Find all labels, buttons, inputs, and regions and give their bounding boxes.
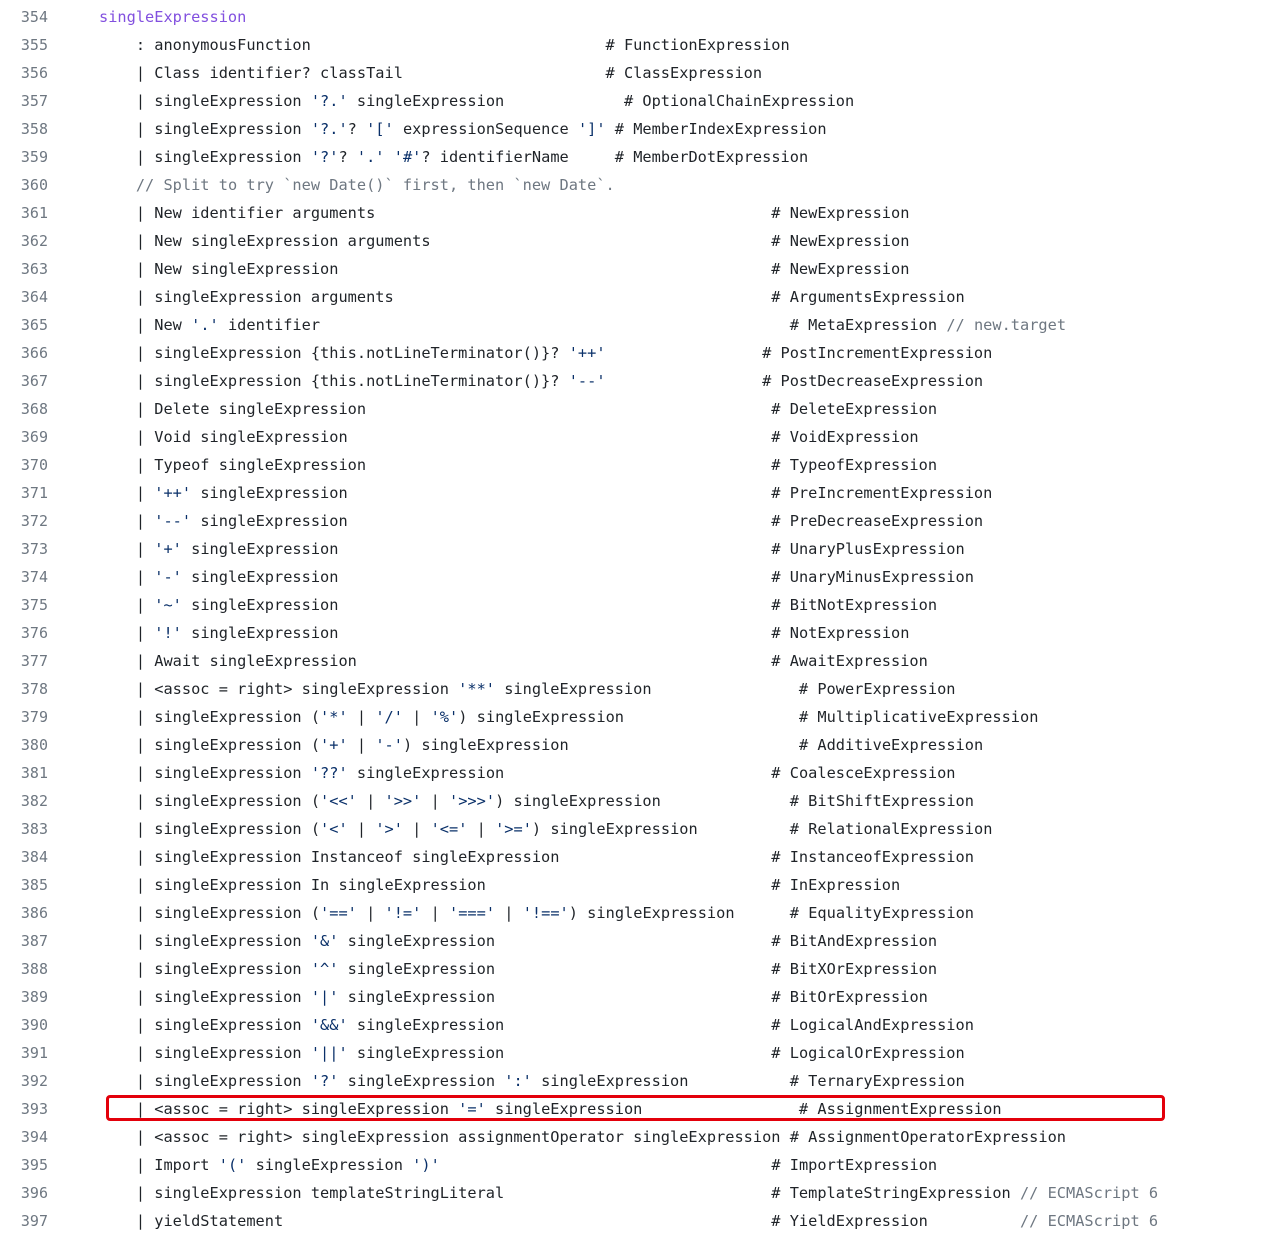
code-token: |	[99, 596, 155, 614]
string-token: '/'	[375, 708, 403, 726]
line-number[interactable]: 358	[20, 120, 48, 138]
code-token: singleExpression # PreIncrementExpression	[191, 484, 993, 502]
code-line-387	[0, 927, 1269, 955]
code-token: | singleExpression	[99, 1072, 311, 1090]
code-text	[99, 1207, 1158, 1235]
code-text	[99, 451, 937, 479]
code-text	[99, 115, 827, 143]
line-number[interactable]: 363	[20, 260, 48, 278]
code-token: | New	[99, 316, 192, 334]
string-token: '?'	[310, 148, 339, 166]
code-line-359	[0, 143, 1269, 171]
code-text	[99, 675, 956, 703]
code-token: singleExpression # CoalesceExpression	[347, 764, 956, 782]
line-number[interactable]: 387	[20, 932, 48, 950]
code-token: |	[99, 512, 155, 530]
code-line-354	[0, 3, 1269, 31]
code-token: singleExpression	[338, 1072, 505, 1090]
code-line-397	[0, 1207, 1269, 1235]
code-line-390	[0, 1011, 1269, 1039]
code-token: |	[347, 708, 376, 726]
line-number[interactable]: 390	[20, 1016, 48, 1034]
line-number[interactable]: 374	[20, 568, 48, 586]
string-token: '??'	[310, 764, 348, 782]
code-text	[99, 31, 790, 59]
string-token: '&'	[310, 932, 339, 950]
code-line-370	[0, 451, 1269, 479]
code-text	[99, 339, 992, 367]
code-token: | singleExpression (	[99, 904, 321, 922]
code-token: |	[99, 568, 155, 586]
code-token: singleExpression # PowerExpression	[495, 680, 956, 698]
code-text	[99, 1039, 965, 1067]
code-line-389	[0, 983, 1269, 1011]
code-token: singleExpression # UnaryPlusExpression	[181, 540, 965, 558]
code-view	[0, 3, 1269, 1235]
line-number[interactable]: 376	[20, 624, 48, 642]
line-number[interactable]: 370	[20, 456, 48, 474]
code-line-362	[0, 227, 1269, 255]
string-token: '~'	[154, 596, 182, 614]
code-token: | singleExpression In singleExpression # InExpression	[99, 876, 901, 894]
code-text	[99, 899, 974, 927]
code-token: | singleExpression (	[99, 792, 321, 810]
code-line-374	[0, 563, 1269, 591]
line-number[interactable]: 355	[20, 36, 48, 54]
code-line-366	[0, 339, 1269, 367]
code-token: |	[467, 820, 496, 838]
code-token: singleExpression # OptionalChainExpression	[347, 92, 855, 110]
line-number[interactable]: 368	[20, 400, 48, 418]
code-line-385	[0, 871, 1269, 899]
code-line-356	[0, 59, 1269, 87]
code-token: | <assoc = right> singleExpression	[99, 1100, 459, 1118]
code-token: : anonymousFunction # FunctionExpression	[99, 36, 790, 54]
highlight-box-line-393	[106, 1095, 1165, 1121]
line-number[interactable]: 378	[20, 680, 48, 698]
string-token: '>'	[375, 820, 403, 838]
code-token: | yieldStatement # YieldExpression	[99, 1212, 1020, 1230]
code-line-391	[0, 1039, 1269, 1067]
code-token: | Delete singleExpression # DeleteExpression	[99, 400, 938, 418]
code-token: | singleExpression Instanceof singleExpression # InstanceofExpression	[99, 848, 974, 866]
line-number[interactable]: 356	[20, 64, 48, 82]
code-token: # MemberIndexExpression	[605, 120, 827, 138]
code-token: |	[99, 624, 155, 642]
code-token: | singleExpression	[99, 988, 311, 1006]
code-text	[99, 143, 808, 171]
line-number[interactable]: 392	[20, 1072, 48, 1090]
string-token: '?.'	[310, 120, 348, 138]
line-number[interactable]: 375	[20, 596, 48, 614]
string-token: '++'	[154, 484, 192, 502]
string-token: '>>'	[384, 792, 422, 810]
line-number[interactable]: 371	[20, 484, 48, 502]
code-text	[99, 171, 615, 199]
code-line-363	[0, 255, 1269, 283]
code-text	[99, 255, 909, 283]
code-token: | New singleExpression # NewExpression	[99, 260, 910, 278]
line-number[interactable]: 372	[20, 512, 48, 530]
line-number[interactable]: 397	[20, 1212, 48, 1230]
line-number[interactable]: 360	[20, 176, 48, 194]
code-line-392	[0, 1067, 1269, 1095]
code-token: | singleExpression {this.notLineTerminator()}?	[99, 372, 569, 390]
code-token: | singleExpression	[99, 1016, 311, 1034]
line-number[interactable]: 385	[20, 876, 48, 894]
line-number[interactable]: 369	[20, 428, 48, 446]
line-number[interactable]: 359	[20, 148, 48, 166]
string-token: '['	[366, 120, 394, 138]
string-token: '^'	[310, 960, 339, 978]
comment-token: // ECMAScript 6	[1019, 1212, 1159, 1230]
string-token: '<='	[430, 820, 468, 838]
code-token: |	[99, 540, 155, 558]
code-line-396	[0, 1179, 1269, 1207]
string-token: '='	[458, 1100, 486, 1118]
code-token: singleExpression # BitNotExpression	[181, 596, 938, 614]
code-token: | <assoc = right> singleExpression assignmentOperator singleExpression # AssignmentOperatorExpression	[99, 1128, 1066, 1146]
code-token: | Await singleExpression # AwaitExpression	[99, 652, 928, 670]
code-token: | New identifier arguments # NewExpression	[99, 204, 910, 222]
code-token: | singleExpression	[99, 148, 311, 166]
code-line-381	[0, 759, 1269, 787]
string-token: '-'	[375, 736, 403, 754]
string-token: ')'	[412, 1156, 440, 1174]
code-line-395	[0, 1151, 1269, 1179]
code-text	[99, 1151, 937, 1179]
string-token: '||'	[310, 1044, 348, 1062]
comment-token: // new.target	[946, 316, 1067, 334]
code-token: ) singleExpression # EqualityExpression	[568, 904, 974, 922]
code-token: singleExpression # AssignmentExpression	[485, 1100, 1002, 1118]
line-number[interactable]: 366	[20, 344, 48, 362]
code-token: | Void singleExpression # VoidExpression	[99, 428, 919, 446]
code-token	[99, 176, 136, 194]
code-token: | Typeof singleExpression # TypeofExpression	[99, 456, 938, 474]
comment-token: // Split to try `new Date()` first, then `new Date`.	[135, 176, 615, 194]
code-text	[99, 703, 1038, 731]
code-token	[385, 148, 394, 166]
code-token: ? identifierName # MemberDotExpression	[421, 148, 809, 166]
code-token: | singleExpression	[99, 92, 311, 110]
rule-name-token: singleExpression	[99, 8, 247, 26]
code-text	[99, 311, 1066, 339]
line-number[interactable]: 382	[20, 792, 48, 810]
code-token: | singleExpression (	[99, 708, 321, 726]
code-text	[99, 647, 928, 675]
string-token: '?.'	[310, 92, 348, 110]
code-line-360	[0, 171, 1269, 199]
code-token: singleExpression # TernaryExpression	[531, 1072, 965, 1090]
string-token: '('	[218, 1156, 247, 1174]
string-token: '+'	[154, 540, 182, 558]
code-text	[99, 1067, 965, 1095]
code-token: ?	[347, 120, 367, 138]
code-line-376	[0, 619, 1269, 647]
code-line-364	[0, 283, 1269, 311]
code-line-383	[0, 815, 1269, 843]
code-line-355	[0, 31, 1269, 59]
string-token: '<'	[320, 820, 348, 838]
code-token: singleExpression # UnaryMinusExpression	[181, 568, 974, 586]
line-number[interactable]: 388	[20, 960, 48, 978]
line-number[interactable]: 391	[20, 1044, 48, 1062]
code-token: singleExpression # NotExpression	[181, 624, 910, 642]
string-token: '!=='	[522, 904, 569, 922]
code-text	[99, 843, 974, 871]
line-number[interactable]: 362	[20, 232, 48, 250]
code-line-369	[0, 423, 1269, 451]
code-token: singleExpression # BitOrExpression	[338, 988, 928, 1006]
string-token: '>='	[495, 820, 532, 838]
code-token: | singleExpression templateStringLiteral # TemplateStringExpression	[99, 1184, 1020, 1202]
code-token: singleExpression # BitXOrExpression	[338, 960, 938, 978]
comment-token: // ECMAScript 6	[1019, 1184, 1159, 1202]
code-line-365	[0, 311, 1269, 339]
code-text	[99, 479, 992, 507]
code-text	[99, 423, 919, 451]
code-text	[99, 927, 937, 955]
code-text	[99, 227, 909, 255]
code-token: | singleExpression	[99, 960, 311, 978]
code-line-368	[0, 395, 1269, 423]
code-token: | New singleExpression arguments # NewExpression	[99, 232, 910, 250]
code-line-386	[0, 899, 1269, 927]
code-token: | singleExpression	[99, 120, 311, 138]
code-line-375	[0, 591, 1269, 619]
code-token: | Class identifier? classTail # ClassExpression	[99, 64, 763, 82]
code-token: identifier # MetaExpression	[218, 316, 947, 334]
code-line-382	[0, 787, 1269, 815]
string-token: '=='	[320, 904, 357, 922]
code-text	[99, 871, 900, 899]
code-line-367	[0, 367, 1269, 395]
code-line-384	[0, 843, 1269, 871]
code-token: |	[99, 484, 155, 502]
code-token: |	[402, 820, 431, 838]
code-text	[99, 87, 854, 115]
code-text	[99, 535, 965, 563]
code-text	[99, 395, 937, 423]
code-token: |	[495, 904, 523, 922]
code-token: ) singleExpression # BitShiftExpression	[495, 792, 974, 810]
line-number[interactable]: 377	[20, 652, 48, 670]
code-token: |	[421, 904, 449, 922]
code-token: singleExpression # BitAndExpression	[338, 932, 938, 950]
code-text	[99, 815, 992, 843]
line-number[interactable]: 380	[20, 736, 48, 754]
code-text	[99, 955, 937, 983]
code-text	[99, 619, 909, 647]
string-token: '<<'	[320, 792, 357, 810]
string-token: '--'	[568, 372, 606, 390]
code-token: | singleExpression	[99, 1044, 311, 1062]
line-number[interactable]: 365	[20, 316, 48, 334]
code-text	[99, 591, 937, 619]
code-token: | singleExpression arguments # ArgumentsExpression	[99, 288, 965, 306]
code-line-377	[0, 647, 1269, 675]
line-number[interactable]: 396	[20, 1184, 48, 1202]
code-text	[99, 1179, 1158, 1207]
code-token: ?	[338, 148, 357, 166]
line-number[interactable]: 354	[20, 8, 48, 26]
code-token: |	[347, 820, 376, 838]
code-text	[99, 563, 974, 591]
code-token: | singleExpression	[99, 932, 311, 950]
code-line-372	[0, 507, 1269, 535]
code-text	[99, 507, 983, 535]
string-token: '-'	[154, 568, 182, 586]
string-token: '!='	[384, 904, 422, 922]
line-number[interactable]: 381	[20, 764, 48, 782]
string-token: '==='	[449, 904, 496, 922]
line-number[interactable]: 384	[20, 848, 48, 866]
code-token: ) singleExpression # AdditiveExpression	[402, 736, 984, 754]
string-token: ']'	[577, 120, 606, 138]
string-token: '.'	[356, 148, 385, 166]
code-token: ) singleExpression # RelationalExpression	[531, 820, 993, 838]
code-text	[99, 3, 246, 31]
code-line-373	[0, 535, 1269, 563]
line-number[interactable]: 395	[20, 1156, 48, 1174]
code-token: singleExpression # LogicalOrExpression	[347, 1044, 965, 1062]
code-line-380	[0, 731, 1269, 759]
line-number[interactable]: 394	[20, 1128, 48, 1146]
string-token: '>>>'	[449, 792, 496, 810]
code-token: |	[421, 792, 449, 810]
code-text	[99, 199, 909, 227]
string-token: '+'	[320, 736, 348, 754]
line-number[interactable]: 357	[20, 92, 48, 110]
code-token: ) singleExpression # MultiplicativeExpression	[458, 708, 1039, 726]
line-number[interactable]: 383	[20, 820, 48, 838]
code-line-378	[0, 675, 1269, 703]
code-token: | singleExpression {this.notLineTerminator()}?	[99, 344, 569, 362]
code-token: | <assoc = right> singleExpression	[99, 680, 459, 698]
code-token: |	[356, 904, 385, 922]
code-text	[99, 787, 974, 815]
code-line-394	[0, 1123, 1269, 1151]
string-token: '&&'	[310, 1016, 348, 1034]
code-line-388	[0, 955, 1269, 983]
line-number[interactable]: 379	[20, 708, 48, 726]
code-text	[99, 1011, 974, 1039]
string-token: ':'	[504, 1072, 532, 1090]
line-number[interactable]: 386	[20, 904, 48, 922]
string-token: '**'	[458, 680, 496, 698]
code-text	[99, 59, 762, 87]
string-token: '?'	[310, 1072, 339, 1090]
code-line-357	[0, 87, 1269, 115]
string-token: '|'	[310, 988, 339, 1006]
string-token: '.'	[191, 316, 219, 334]
code-token: |	[356, 792, 385, 810]
code-text	[99, 759, 956, 787]
line-number[interactable]: 373	[20, 540, 48, 558]
code-line-379	[0, 703, 1269, 731]
code-token: # PostIncrementExpression	[605, 344, 993, 362]
code-text	[99, 283, 965, 311]
line-number[interactable]: 389	[20, 988, 48, 1006]
code-text	[99, 983, 928, 1011]
string-token: '++'	[568, 344, 606, 362]
code-text	[99, 731, 983, 759]
code-token: # PostDecreaseExpression	[605, 372, 984, 390]
code-line-371	[0, 479, 1269, 507]
string-token: '--'	[154, 512, 192, 530]
code-token: |	[402, 708, 431, 726]
string-token: '%'	[430, 708, 459, 726]
string-token: '*'	[320, 708, 348, 726]
code-token: | singleExpression (	[99, 820, 321, 838]
line-number[interactable]: 361	[20, 204, 48, 222]
code-token: singleExpression # LogicalAndExpression	[347, 1016, 974, 1034]
code-token: expressionSequence	[393, 120, 578, 138]
code-token: # ImportExpression	[439, 1156, 938, 1174]
code-token: | singleExpression (	[99, 736, 321, 754]
code-token: singleExpression	[246, 1156, 413, 1174]
line-number[interactable]: 367	[20, 372, 48, 390]
code-line-358	[0, 115, 1269, 143]
line-number[interactable]: 364	[20, 288, 48, 306]
code-text	[99, 367, 983, 395]
string-token: '!'	[154, 624, 182, 642]
code-text	[99, 1123, 1066, 1151]
code-token: | Import	[99, 1156, 219, 1174]
code-token: |	[347, 736, 376, 754]
code-line-361	[0, 199, 1269, 227]
code-token: | singleExpression	[99, 764, 311, 782]
code-token: singleExpression # PreDecreaseExpression	[191, 512, 984, 530]
string-token: '#'	[393, 148, 422, 166]
line-number[interactable]: 393	[20, 1100, 48, 1118]
